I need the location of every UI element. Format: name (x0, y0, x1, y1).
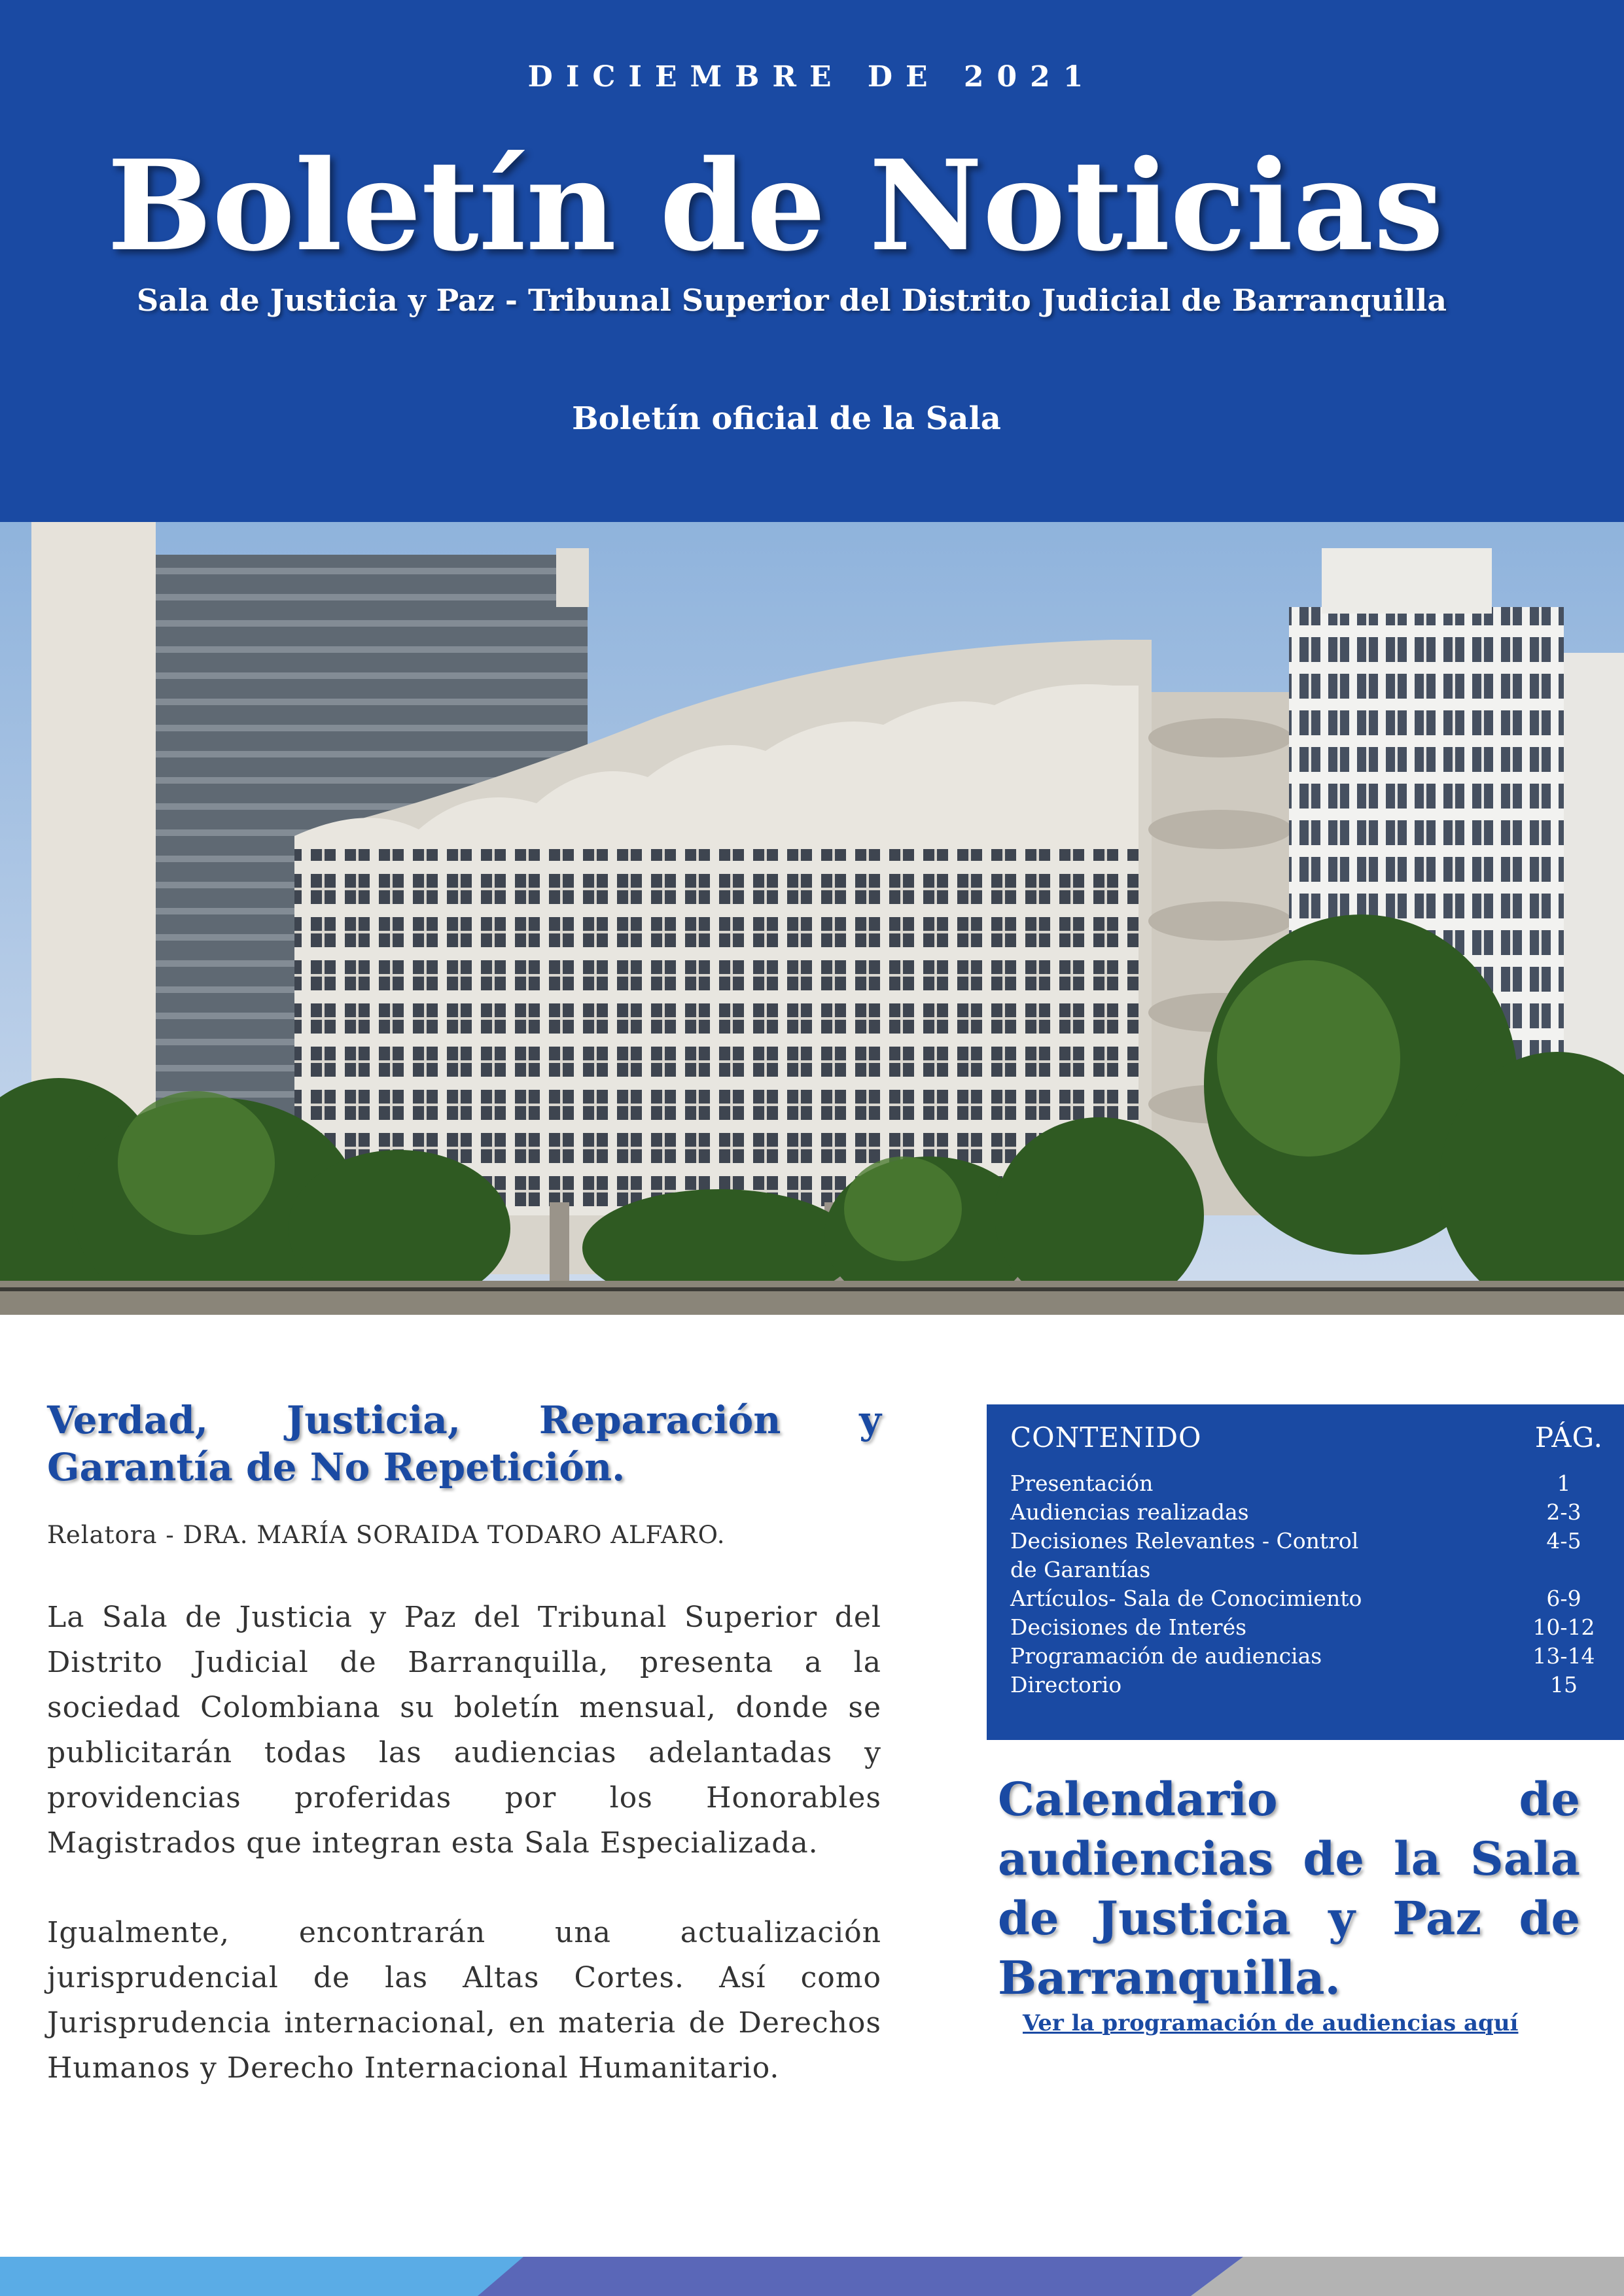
issue-date: DICIEMBRE DE 2021 (527, 60, 1097, 94)
table-of-contents (987, 1404, 1624, 1740)
calendar-link[interactable]: Ver la programación de audiencias aquí (1023, 2010, 1519, 2036)
toc-item-label: Directorio (1010, 1672, 1122, 1697)
toc-item[interactable] (1010, 1613, 1603, 1642)
toc-page-header: PÁG. (1534, 1421, 1603, 1453)
page-title: Boletín de Noticias (107, 133, 1444, 279)
toc-item[interactable] (1010, 1469, 1603, 1498)
header-banner (0, 0, 1624, 522)
toc-item-label: Presentación (1010, 1470, 1154, 1496)
toc-item[interactable] (1010, 1584, 1603, 1613)
toc-item-page: 1 (1557, 1470, 1571, 1496)
toc-item-page: 4-5 (1546, 1528, 1581, 1554)
toc-item-label: Artículos- Sala de Conocimiento (1010, 1586, 1362, 1611)
official-tagline: Boletín oficial de la Sala (572, 400, 1001, 437)
toc-item-page: 10-12 (1532, 1614, 1595, 1640)
toc-item-page: 13-14 (1532, 1643, 1595, 1669)
toc-item-label: Decisiones de Interés (1010, 1614, 1247, 1640)
toc-item-page: 15 (1550, 1672, 1578, 1697)
toc-item-label: Audiencias realizadas (1010, 1499, 1249, 1525)
toc-item[interactable] (1010, 1642, 1603, 1671)
intro-column (47, 1397, 881, 2091)
toc-item-label: Programación de audiencias (1010, 1643, 1322, 1669)
courthouse-building-photo (0, 522, 1624, 1315)
toc-item-page: 6-9 (1546, 1586, 1581, 1611)
relatora-line: Relatora - DRA. MARÍA SORAIDA TODARO ALFARO. (47, 1521, 726, 1549)
toc-title: CONTENIDO (1010, 1421, 1202, 1453)
toc-item[interactable] (1010, 1527, 1603, 1584)
section-heading: Verdad, Justicia, Reparación y Garantía de No Repetición. (47, 1398, 881, 1489)
page-subtitle: Sala de Justicia y Paz - Tribunal Superior del Distrito Judicial de Barranquilla (136, 283, 1447, 318)
intro-paragraph: La Sala de Justicia y Paz del Tribunal Superior del Distrito Judicial de Barranquilla, presenta a la sociedad Colombiana su boletín mensual, donde se publicitarán todas las audiencias adelantadas y providencias proferidas por los Honorables Magistrados que integran esta Sala Especializada. (47, 1601, 881, 1860)
bottom-color-bar (0, 2257, 1624, 2296)
toc-item-page: 2-3 (1546, 1499, 1581, 1525)
toc-item-label: Decisiones Relevantes - Control de Garantías (1010, 1528, 1359, 1582)
toc-item[interactable] (1010, 1498, 1603, 1527)
calendar-heading: Calendario de audiencias de la Sala de Justicia y Paz de Barranquilla. (998, 1772, 1580, 2005)
toc-header (1010, 1421, 1603, 1453)
toc-item[interactable] (1010, 1671, 1603, 1699)
intro-paragraph: Igualmente, encontrarán una actualización jurisprudencial de las Altas Cortes. Así como Jurisprudencia internacional, en materia de Derechos Humanos y Derecho Internacional Humanitario. (47, 1916, 881, 2085)
